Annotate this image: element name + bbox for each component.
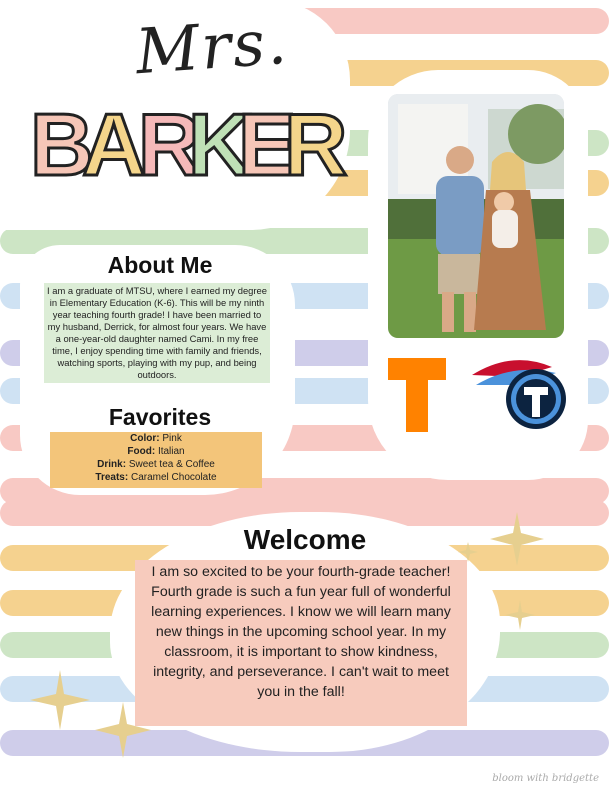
barker-letter: R	[284, 95, 348, 194]
favorites-list	[50, 432, 262, 488]
sparkle-icon	[30, 670, 90, 734]
title-mrs: Mrs.	[133, 4, 291, 89]
barker-letter: R	[138, 95, 202, 194]
barker-letter: A	[82, 95, 146, 194]
favorite-value: Italian	[157, 446, 185, 457]
barker-letter: K	[188, 95, 252, 194]
barker-letter: B	[30, 95, 94, 194]
sparkle-icon	[490, 512, 544, 570]
titans-logo	[472, 355, 572, 433]
favorite-label: Drink	[97, 459, 123, 470]
family-photo	[388, 94, 564, 338]
about-text: I am a graduate of MTSU, where I earned my degree in Elementary Education (K-6). This will be my ninth year teaching fourth grade! I have been married to my husband, Derrick, for almost four years. We have a one-year-old daughter named Cami. In my free time, I enjoy spending time with family and friends, watching sports, playing with my pup, and being outdoors.	[44, 283, 270, 383]
title-barker	[30, 95, 348, 195]
favorite-value: Pink	[162, 433, 182, 444]
welcome-text: I am so excited to be your fourth-grade teacher! Fourth grade is such a fun year full of wonderful learning experiences. I know we will learn many new things in the upcoming school year. In my classroom, it is important to show kindness, integrity, and perseverance. I can't wait to meet you in the fall!	[135, 560, 467, 726]
credit-watermark: bloom with bridgette	[492, 773, 599, 784]
favorite-item: Color: Pink	[130, 433, 182, 444]
about-heading: About Me	[107, 252, 213, 278]
favorite-item: Drink: Sweet tea & Coffee	[97, 459, 215, 470]
sparkle-icon	[458, 542, 478, 566]
favorite-value: Sweet tea & Coffee	[128, 459, 215, 470]
favorite-label: Color	[130, 433, 157, 444]
sparkle-icon	[95, 702, 151, 762]
welcome-heading: Welcome	[243, 524, 367, 555]
sparkle-icon	[505, 600, 535, 634]
tennessee-logo	[388, 358, 446, 432]
favorite-item: Food: Italian	[127, 446, 185, 457]
favorite-label: Treats	[95, 472, 125, 483]
barker-letter: E	[238, 95, 297, 194]
favorites-heading: Favorites	[108, 404, 212, 430]
favorite-label: Food	[127, 446, 152, 457]
favorite-value: Caramel Chocolate	[130, 472, 217, 483]
favorite-item: Treats: Caramel Chocolate	[95, 472, 217, 483]
